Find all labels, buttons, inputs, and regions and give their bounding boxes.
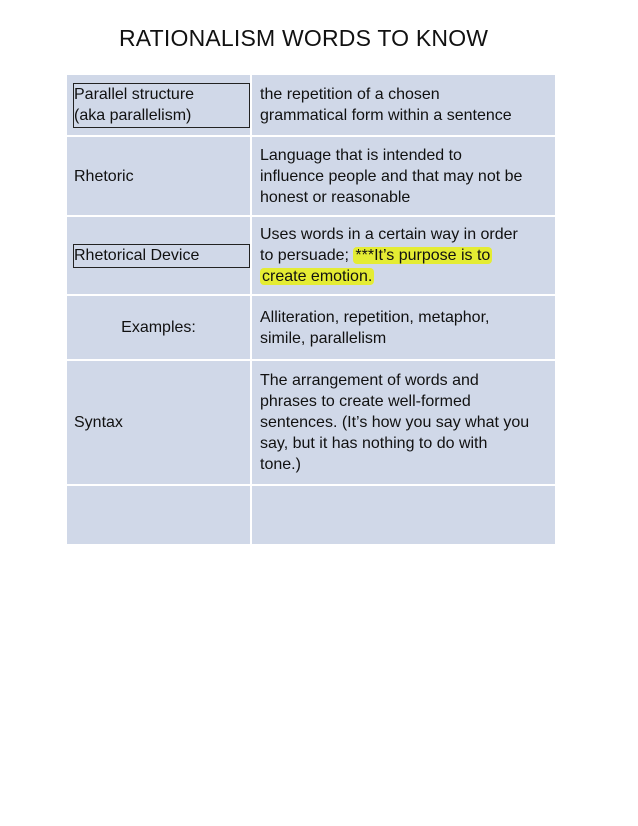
definition-text: honest or reasonable [260, 188, 411, 206]
vocabulary-table [67, 75, 555, 544]
term-text: Parallel structure [74, 85, 195, 103]
definition-cell [252, 296, 555, 359]
term-cell [67, 137, 252, 215]
definition-text: Language that is intended to [260, 146, 462, 164]
highlighted-text: create emotion. [262, 268, 373, 285]
definition-cell [252, 137, 555, 215]
definition-cell [252, 217, 555, 294]
definition-text: Uses words in a certain way in order [260, 226, 518, 243]
definition-cell [252, 486, 555, 544]
term-text: Rhetoric [74, 167, 134, 185]
definition-text: Alliteration, repetition, metaphor, [260, 308, 490, 326]
definition-text: influence people and that may not be [260, 167, 523, 185]
term-cell [67, 217, 252, 294]
term-text: Rhetorical Device [74, 246, 200, 264]
definition-text: the repetition of a chosen [260, 86, 440, 103]
definition-text: The arrangement of words and [260, 372, 479, 389]
page-title: RATIONALISM WORDS TO KNOW [119, 25, 489, 51]
table-row [67, 137, 555, 217]
term-text: (aka parallelism) [74, 106, 192, 124]
term-box [73, 83, 250, 128]
definition-cell [252, 361, 555, 484]
definition-text: say, but it has nothing to do with [260, 435, 488, 452]
table-row [67, 75, 555, 137]
highlighted-text: ***It’s purpose is to [355, 247, 491, 264]
term-cell [67, 361, 252, 484]
definition-text: tone.) [260, 456, 301, 473]
table-row [67, 361, 555, 486]
definition-text: phrases to create well-formed [260, 393, 471, 410]
term-text: Syntax [74, 414, 123, 431]
definition-text: to persuade; [260, 247, 354, 264]
term-cell [67, 75, 252, 135]
term-cell [67, 486, 252, 544]
term-cell [67, 296, 252, 359]
table-row [67, 217, 555, 296]
table-row [67, 486, 555, 544]
definition-cell [252, 75, 555, 135]
definition-line [260, 245, 551, 266]
term-box [73, 244, 250, 268]
definition-line [260, 266, 551, 287]
definition-text: simile, parallelism [260, 329, 387, 347]
definition-text: sentences. (It’s how you say what you [260, 414, 530, 431]
definition-text: grammatical form within a sentence [260, 107, 512, 124]
term-text: Examples: [121, 319, 196, 336]
table-row [67, 296, 555, 361]
